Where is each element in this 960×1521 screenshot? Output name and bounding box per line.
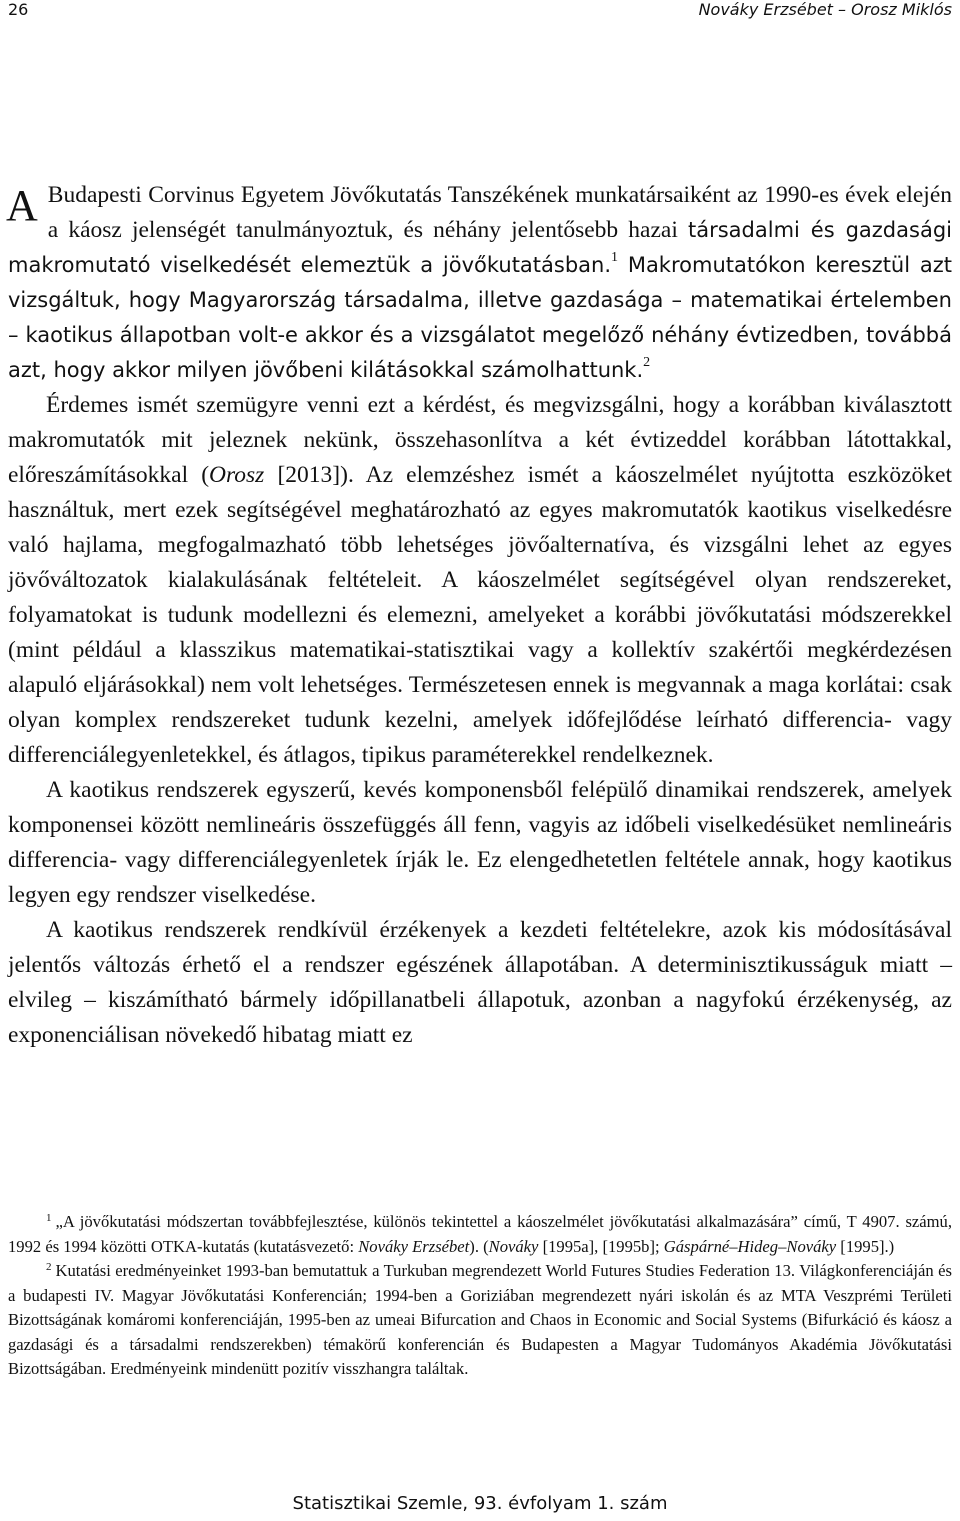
footnote-1-name-1: Nováky Erzsébet xyxy=(358,1236,470,1256)
footnotes xyxy=(8,1210,952,1382)
paragraph-4: A kaotikus rendszerek rendkívül érzékenyek a kezdeti feltételekre, azok kis módosításával jelentős változás érhető el a rendszer egészének állapotában. A determinisztikusságuk miatt – elvileg – kiszámítható bármely időpillanatbeli állapotuk, azonban a nagyfokú érzékenység, az exponenciálisan növekedő hibatag miatt ez xyxy=(8,917,952,1048)
paragraph-2 xyxy=(8,388,952,773)
footnote-1-name-3: Gáspárné–Hideg–Nováky xyxy=(663,1236,837,1256)
footnote-1-number: 1 xyxy=(46,1212,52,1224)
citation-author: Orosz xyxy=(209,462,265,488)
footnote-1-text-c: [1995a], [1995b]; xyxy=(538,1236,664,1256)
footnote-ref-2[interactable]: 2 xyxy=(643,355,651,370)
page-footer xyxy=(0,1493,960,1514)
footnote-1 xyxy=(8,1210,952,1259)
paragraph-1-text-c: Makromutatókon keresztül azt vizsgáltuk, hogy Magyarország társadalma, illetve gazdasága – matematikai értelemben – kaotikus állapotban volt-e akkor és a vizsgálatot megelőző néhány évtizedben, továbbá azt, hogy akkor milyen jövőbeni kilátásokkal számolhattunk. xyxy=(8,253,952,382)
paragraph-1-text-a: Budapesti Corvinus Egyetem Jövőkutatás Tanszékének munkatársaiként az 1990-es évek elején a káosz jelenségét tanulmányoztuk, és néhány jelentősebb hazai xyxy=(47,182,952,243)
paragraph-2-text-b: [2013]). Az elemzéshez ismét a káoszelmélet nyújtotta eszközöket használtuk, mert ezek segítségével meghatározható az egyes makromutatók kaotikus viselkedésre való hajlama, megfogalmazható több lehetséges jövőalternatíva, és vizsgálni lehet az egyes jövőváltozatok kialakulásának feltételeit. A káoszelmélet segítségével olyan rendszereket, folyamatokat is tudunk modellezni és elemezni, amelyeket a korábbi jövőkutatási módszerekkel (mint például a klasszikus matematikai-statisztikai vagy a kollektív szakértői megkérdezésen alapuló eljárásokkal) nem volt lehetséges. Természetesen ennek is megvannak a maga korlátai: csak olyan komplex rendszereket tudunk kezelni, amelyek időfejlődése leírható differencia- vagy differenciálegyenletekkel, és átlagos, tipikus paraméterekkel rendelkeznek. xyxy=(8,462,952,768)
footnote-1-text-a: „A jövőkutatási módszertan továbbfejlesztése, különös tekintettel a káoszelmélet jövőkutatási alkalmazására” című, T 4907. számú, 1992 és 1994 közötti OTKA-kutatás (kutatásvezető: xyxy=(8,1212,952,1256)
paragraph-2-text-a: Érdemes ismét szemügyre venni ezt a kérdést, és megvizsgálni, hogy a korábban kiválasztott makromutatók mit jeleznek nekünk, összehasonlítva a két évtizeddel korábban látottakkal, előreszámításokkal ( xyxy=(8,392,952,488)
footnote-1-text-b: ). ( xyxy=(469,1236,489,1256)
footnote-1-text-d: [1995].) xyxy=(836,1236,895,1256)
paragraph-1-text-b: társadalmi és gazdasági makromutató viselkedését elemeztük a jövőkutatásban. xyxy=(8,218,952,277)
running-head-authors: Nováky Erzsébet – Orosz Miklós xyxy=(698,0,952,19)
drop-cap: A xyxy=(6,181,38,230)
paragraph-3: A kaotikus rendszerek egyszerű, kevés komponensből felépülő dinamikai rendszerek, amelyek komponensei között nemlineáris összefüggés áll fenn, vagyis az időbeli viselkedésüket nemlineáris differencia- vagy differenciálegyenletek írják le. Ez elengedhetetlen feltétele annak, hogy kaotikus legyen egy rendszer viselkedése. xyxy=(8,777,952,908)
page-header xyxy=(8,0,952,28)
footnote-2 xyxy=(8,1259,952,1382)
page-number: 26 xyxy=(8,0,29,19)
journal-title: Statisztikai Szemle, 93. évfolyam 1. szám xyxy=(292,1493,668,1514)
paragraph-1 xyxy=(8,178,952,388)
footnote-1-name-2: Nováky xyxy=(488,1236,539,1256)
footnote-ref-1[interactable]: 1 xyxy=(611,250,619,265)
footnote-2-number: 2 xyxy=(46,1261,52,1273)
article-body xyxy=(8,178,952,1053)
footnote-2-text: Kutatási eredményeinket 1993-ban bemutattuk a Turkuban megrendezett World Futures Studies Federation 13. Világkonferenciáján és a budapesti IV. Magyar Jövőkutatási Konferencián; 1994-ben a Goriziában megrendezett nyári iskolán és az MTA Veszprémi Területi Bizottságának komáromi konferenciáján, 1995-ben az umeai Bifurcation and Chaos in Economic and Social Systems (Bifurkáció és káosz a gazdasági és a társadalmi rendszerekben) témakörű konferencián és Budapesten a Magyar Tudományos Akadémia Jövőkutatási Bizottságában. Eredményeink mindenütt pozitív visszhangra találtak. xyxy=(8,1261,952,1378)
